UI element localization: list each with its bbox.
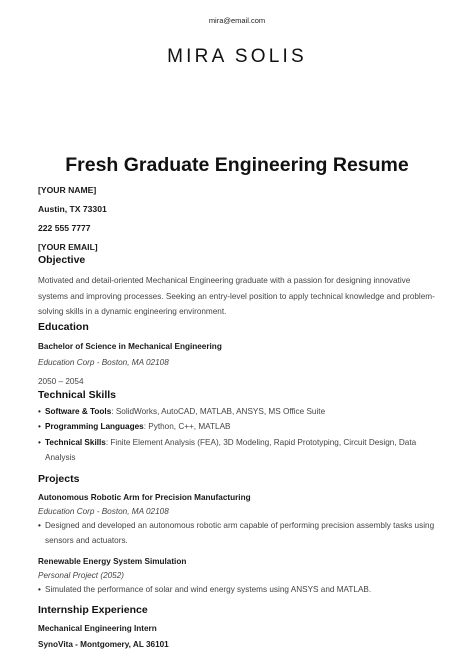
skills-section: [38, 388, 438, 466]
project-bullet: • Designed and developed an autonomous robotic arm capable of performing precision assembly tasks using sensors and actuators.: [38, 518, 438, 549]
skill-value: : Python, C++, MATLAB: [143, 422, 231, 431]
internship-heading: Internship Experience: [38, 604, 148, 616]
projects-section: [38, 472, 438, 598]
skill-value: : SolidWorks, AutoCAD, MATLAB, ANSYS, MS Office Suite: [111, 406, 326, 416]
project-title: Renewable Energy System Simulation: [38, 556, 187, 566]
project-bullets: [38, 518, 438, 549]
skill-label: Technical Skills: [45, 437, 106, 447]
education-years: 2050 – 2054: [38, 376, 84, 386]
education-heading: Education: [38, 320, 89, 333]
internship-role: Mechanical Engineering Intern: [38, 624, 157, 633]
contact-location: Austin, TX 73301: [38, 204, 107, 214]
objective-heading: Objective: [38, 254, 86, 266]
skill-label: Software & Tools: [45, 406, 112, 416]
resume-title: Fresh Graduate Engineering Resume: [65, 154, 409, 176]
skill-item: [38, 419, 438, 435]
project-org: Personal Project (2052): [38, 570, 125, 580]
education-degree: Bachelor of Science in Mechanical Engineering: [38, 341, 222, 351]
contact-email: [YOUR EMAIL]: [38, 242, 98, 252]
internship-company: SynoVita - Montgomery, AL 36101: [38, 640, 169, 649]
internship-section: [38, 603, 438, 651]
skill-value: : Finite Element Analysis (FEA), 3D Modeling, Rapid Prototyping, Circuit Design, Data Analysis: [45, 437, 417, 462]
project-title: Autonomous Robotic Arm for Precision Manufacturing: [38, 492, 251, 502]
resume-content: [38, 184, 438, 651]
education-school: Education Corp - Boston, MA 02108: [38, 357, 169, 367]
project-bullets: [38, 582, 438, 598]
project-bullet: • Simulated the performance of solar and wind energy systems using ANSYS and MATLAB.: [38, 582, 438, 598]
skill-item: [38, 435, 438, 466]
projects-heading: Projects: [38, 472, 80, 485]
project-org: Education Corp - Boston, MA 02108: [38, 506, 169, 516]
contact-block: [38, 184, 438, 253]
objective-section: [38, 253, 438, 320]
skill-label: Programming Languages: [45, 422, 144, 431]
skill-item: [38, 404, 438, 420]
header-name: MIRA SOLIS: [167, 46, 307, 67]
skills-heading: Technical Skills: [38, 388, 117, 401]
skills-list: [38, 404, 438, 466]
education-section: [38, 320, 438, 388]
objective-text: Motivated and detail-oriented Mechanical Engineering graduate with a passion for designing innovative systems and improving processes. Seeking an entry-level position to apply technical knowledge and problem-solving skills in a dynamic engineering environment.: [38, 276, 435, 316]
header-email: mira@email.com: [208, 16, 266, 25]
contact-name: [YOUR NAME]: [38, 185, 97, 195]
contact-phone: 222 555 7777: [38, 223, 91, 233]
